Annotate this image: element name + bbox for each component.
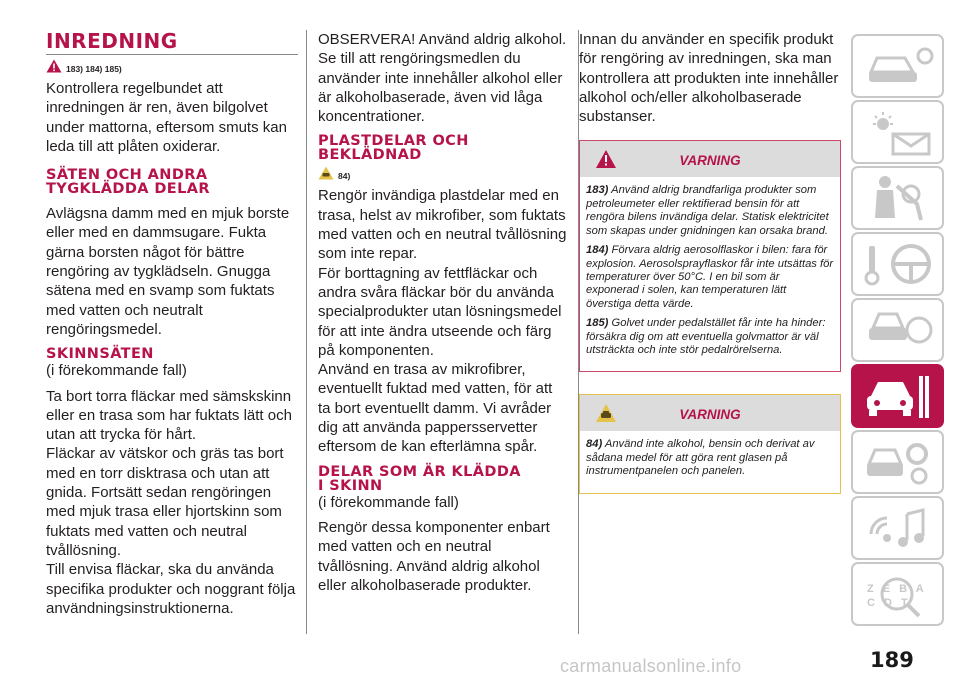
column-1	[46, 30, 298, 618]
warning-box	[579, 140, 841, 372]
warning-item: 184) Förvara aldrig aerosolflaskor i bilen: fara för explosion. Aerosolsprayflaskor får inte utsättas för temperaturer över 50°C. I en bil som är exponerad i solen, kan temperaturen lätt överstiga detta värde.	[586, 244, 834, 310]
warning-item: 183) Använd aldrig brandfarliga produkter som petroleumeter eller rektifierad bensin för att rengöra bilens invändiga delar. Statisk elektricitet som skapas under gnidningen kan orsaka brand.	[586, 184, 829, 237]
warning-references	[46, 57, 298, 75]
tab-multimedia[interactable]	[851, 496, 944, 560]
caution-triangle-icon	[318, 166, 334, 180]
warning-header	[580, 141, 840, 177]
multimedia-icon	[863, 504, 935, 554]
caution-item: 84) Använd inte alkohol, bensin och derivat av sådana medel för att göra rent glasen på instrumentpanelen och panelen.	[586, 438, 815, 478]
paragraph: Avlägsna damm med en mjuk borste eller med en dammsugare. Fukta gärna borsten något för bättre rengöring av tygklädseln. Gnugga sätena med en svamp som fuktats med vatten och neutralt rengöringsmedel.	[46, 205, 290, 338]
emergency-icon	[863, 306, 935, 356]
warning-lights-icon	[863, 108, 935, 158]
paragraph: Innan du använder en specifik produkt för rengöring av inredningen, ska man kontrollera att produkten inte innehåller alkohol och/eller alkoholbaserade substanser.	[579, 31, 839, 126]
paragraph: Använd en trasa av mikrofibrer, eventuellt fuktad med vatten, för att ta bort eventuellt damm. Vi avråder dig att använda pappersservetter eftersom de kan efterlämna spår.	[318, 361, 553, 456]
tab-emergency[interactable]	[851, 298, 944, 362]
paragraph: OBSERVERA! Använd aldrig alkohol. Se till att rengöringsmedlen du använder inte innehåller alkohol eller är alkoholbaserade, även vid låga koncentrationer.	[318, 31, 567, 126]
tab-maintenance-care[interactable]	[851, 364, 944, 428]
paragraph: Ta bort torra fläckar med sämskskinn eller en trasa som har fuktats lätt och utan att trycka för hårt.	[46, 387, 292, 444]
paragraph: Kontrollera regelbundet att inredningen är ren, även bilgolvet under mattorna, eftersom smuts kan leda till att plåten oxiderar.	[46, 80, 287, 155]
maintenance-care-icon	[863, 372, 935, 422]
column-divider	[306, 30, 307, 634]
tab-safety[interactable]	[851, 166, 944, 230]
reference-numbers: 183) 184) 185)	[66, 64, 122, 74]
watermark: carmanualsonline.info	[560, 656, 742, 676]
heading-rule	[46, 54, 298, 55]
tab-index[interactable]	[851, 562, 944, 626]
section-heading-interior: INREDNING	[46, 29, 178, 53]
availability-note: (i förekommande fall)	[318, 493, 459, 511]
subheading-leather-parts: DELAR SOM ÄR KLÄDDA I SKINN	[318, 463, 521, 494]
paragraph: Rengör dessa komponenter enbart med vatten och en neutral tvållösning. Använd aldrig alkohol eller alkoholbaserade produkter.	[318, 518, 550, 594]
caution-label: VARNING	[679, 407, 741, 423]
paragraph: Rengör invändiga plastdelar med en trasa, helst av mikrofiber, som fuktats med vatten och en neutral tvållösning som inte repar.	[318, 187, 567, 263]
subheading-seats: SÄTEN OCH ANDRA TYGKLÄDDA DELAR	[46, 167, 210, 198]
warning-body	[580, 177, 840, 371]
index-letters: Z E B A C D T	[867, 583, 927, 609]
column-2	[318, 30, 568, 595]
paragraph: Fläckar av vätskor och gräs tas bort med en torr disktrasa och utan att gnida. Fortsätt sedan rengöringen med mjuk trasa eller hjortskinn som fuktats med vatten och neutral tvållösning.	[46, 445, 284, 559]
caution-header	[580, 395, 840, 431]
tab-warning-lights[interactable]	[851, 100, 944, 164]
technical-data-icon	[863, 438, 935, 488]
car-dashboard-icon	[863, 42, 935, 92]
caution-references	[318, 164, 568, 182]
paragraph: För borttagning av fettfläckar och andra svåra fläckar bör du använda specialprodukter utan lösningsmedel för att inte ändra utseende och färg på komponenten.	[318, 264, 562, 359]
tab-starting-driving[interactable]	[851, 232, 944, 296]
warning-item: 185) Golvet under pedalstället får inte ha hinder: försäkra dig om att eventuella golvmattor är väl utsträckta och inte stör pedalrörelserna.	[586, 317, 826, 356]
safety-airbag-icon	[863, 174, 935, 224]
subheading-leather-seats: SKINNSÄTEN	[46, 346, 154, 363]
caution-box	[579, 394, 841, 493]
availability-note: (i förekommande fall)	[46, 362, 187, 380]
page-number: 189	[870, 648, 914, 672]
tab-technical-data[interactable]	[851, 430, 944, 494]
column-3	[579, 30, 841, 494]
starting-driving-icon	[863, 240, 935, 290]
reference-numbers: 84)	[338, 171, 351, 182]
tab-car-dashboard[interactable]	[851, 34, 944, 98]
subheading-plastic-parts: PLASTDELAR OCH BEKLÄDNAD	[318, 133, 469, 164]
caution-body	[580, 431, 840, 492]
warning-triangle-icon	[46, 59, 62, 73]
paragraph: Till envisa fläckar, ska du använda specifika produkter och noggrant följa användningsinstruktionerna.	[46, 561, 296, 617]
warning-label: VARNING	[679, 153, 741, 169]
